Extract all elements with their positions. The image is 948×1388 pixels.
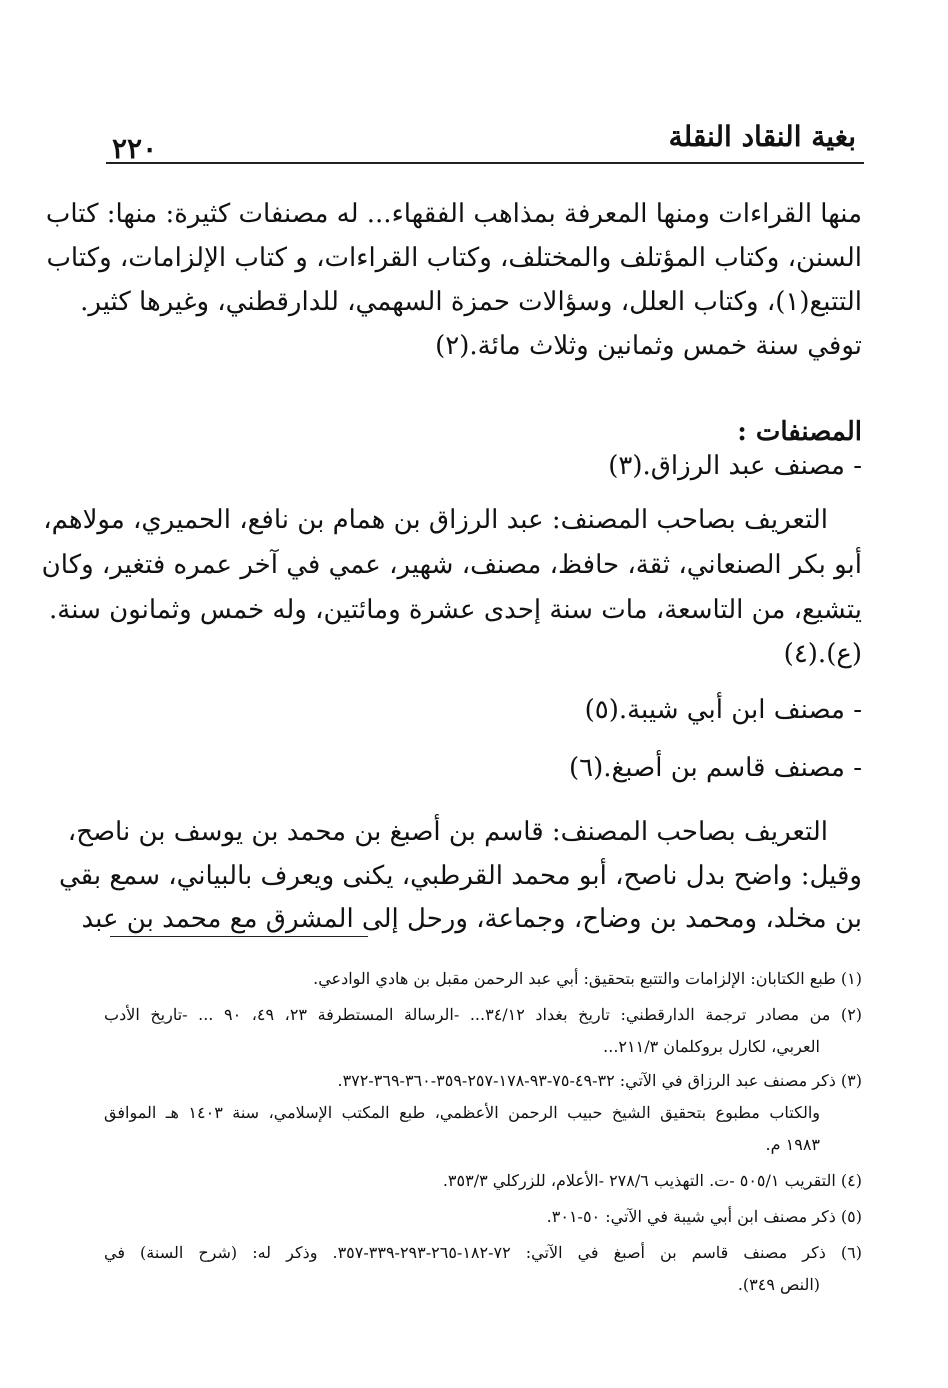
paragraph-line: وقيل: واضح بدل ناصح، أبو محمد القرطبي، يكنى ويعرف بالبياني، سمع بقي (59, 861, 862, 891)
footnote: (٢) من مصادر ترجمة الدارقطني: تاريخ بغداد ٣٤/١٢... -الرسالة المستطرفة ٢٣، ٤٩، ٩٠ ... -تاريخ الأدب (104, 1005, 863, 1024)
footnote: (٣) ذكر مصنف عبد الرزاق في الآتي: ٣٢-٤٩-٧٥-٩٣-١٧٨-٢٥٧-٣٥٩-٣٦٠-٣٦٩-٣٧٢. (337, 1071, 862, 1090)
paragraph-line: بن مخلد، ومحمد بن وضاح، وجماعة، ورحل إلى المشرق مع محمد بن عبد (81, 904, 862, 934)
paragraph-line: التعريف بصاحب المصنف: قاسم بن أصبغ بن محمد بن يوسف بن ناصح، (67, 817, 828, 847)
footnote: (١) طبع الكتابان: الإلزامات والتتبع بتحقيق: أبي عبد الرحمن مقبل بن هادي الوادعي. (313, 969, 862, 988)
paragraph-line: توفي سنة خمس وثمانين وثلاث مائة.(٢) (435, 331, 862, 361)
page-number: ٢٢٠ (112, 132, 158, 165)
footnote-separator (110, 936, 368, 937)
paragraph-line: التتبع(١)، وكتاب العلل، وسؤالات حمزة السهمي، للدارقطني، وغيرها كثير. (80, 287, 862, 317)
footnote: (٦) ذكر مصنف قاسم بن أصبغ في الآتي: ٧٢-١٨٢-٢٦٥-٢٩٣-٣٣٩-٣٥٧. وذكر له: (شرح السنة) في (104, 1243, 863, 1262)
footnote-continuation: (النص ٣٤٩). (737, 1275, 820, 1294)
paragraph-line: منها القراءات ومنها المعرفة بمذاهب الفقهاء... له مصنفات كثيرة: منها: كتاب (45, 199, 862, 229)
footnote-continuation: والكتاب مطبوع بتحقيق الشيخ حبيب الرحمن الأعظمي، طبع المكتب الإسلامي، سنة ١٤٠٣ هـ الموافق (104, 1103, 821, 1122)
footnote-continuation: ١٩٨٣ م. (765, 1135, 820, 1154)
bullet-item: - مصنف قاسم بن أصبغ.(٦) (568, 753, 862, 783)
footnote: (٤) التقريب ٥٠٥/١ -ت. التهذيب ٢٧٨/٦ -الأعلام، للزركلي ٣٥٣/٣. (442, 1171, 862, 1190)
section-heading: المصنفات : (737, 417, 862, 447)
paragraph-line: السنن، وكتاب المؤتلف والمختلف، وكتاب القراءات، و كتاب الإلزامات، وكتاب (46, 243, 862, 273)
page-header (106, 118, 864, 164)
paragraph-line: يتشيع، من التاسعة، مات سنة إحدى عشرة ومائتين، وله خمس وثمانون سنة. (49, 595, 862, 625)
bullet-item: - مصنف ابن أبي شيبة.(٥) (584, 695, 862, 725)
paragraph-line: (ع).(٤) (783, 639, 862, 669)
running-title: بغية النقاد النقلة (668, 120, 856, 153)
paragraph-line: أبو بكر الصنعاني، ثقة، حافظ، مصنف، شهير، عمي في آخر عمره فتغير، وكان (41, 550, 862, 580)
footnote-continuation: العربي، لكارل بروكلمان ٢١١/٣... (603, 1037, 820, 1056)
bullet-item: - مصنف عبد الرزاق.(٣) (608, 451, 862, 481)
paragraph-line: التعريف بصاحب المصنف: عبد الرزاق بن همام بن نافع، الحميري، مولاهم، (43, 505, 828, 535)
footnote: (٥) ذكر مصنف ابن أبي شيبة في الآتي: ٥٠-٣٠١. (546, 1207, 862, 1226)
